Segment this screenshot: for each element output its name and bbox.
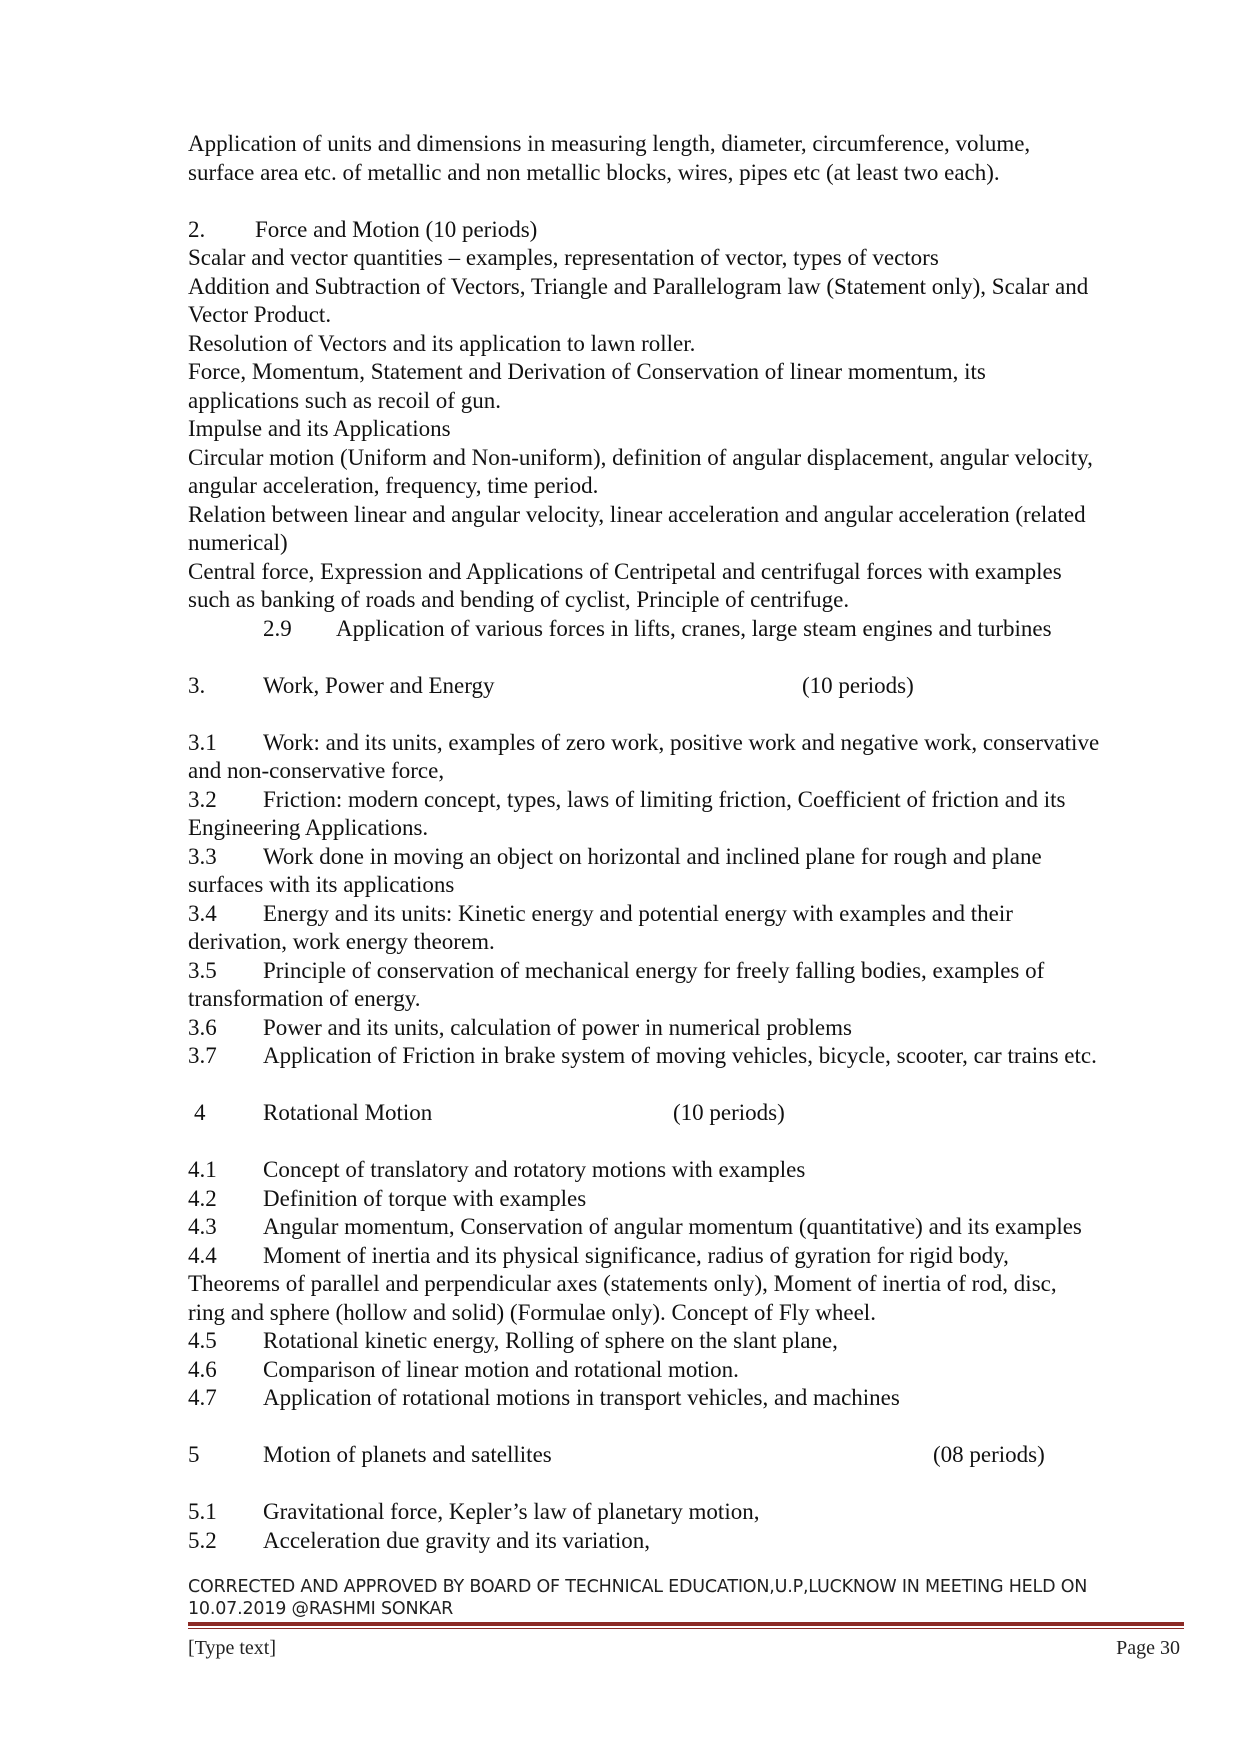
item-continuation: derivation, work energy theorem. [188,929,495,954]
section-3-title: Work, Power and Energy [263,672,495,698]
section-2-line: applications such as recoil of gun. [188,387,501,413]
section-5-heading [188,1441,1180,1470]
approval-note [188,1576,1180,1620]
intro-line-1: Application of units and dimensions in measuring length, diameter, circumference, volume, [188,131,1031,156]
section-2-line: Resolution of Vectors and its application to lawn roller. [188,330,696,356]
item-3-4 [188,900,1180,929]
section-2-line: Force, Momentum, Statement and Derivation of Conservation of linear momentum, its [188,359,986,384]
item-number: 3.5 [188,957,217,983]
section-4-heading [188,1099,1180,1128]
item-3-1 [188,729,1180,758]
footer-rule-thick [188,1622,1184,1626]
item-number: 3.4 [188,900,217,926]
section-5-number: 5 [188,1442,200,1467]
item-text: Angular momentum, Conservation of angular momentum (quantitative) and its examples [263,1214,1082,1239]
section-3-periods: (10 periods) [802,672,914,698]
item-number: 3.6 [188,1014,217,1040]
item-number: 5.1 [188,1499,217,1524]
item-4-3 [188,1213,1180,1242]
item-text: Principle of conservation of mechanical energy for freely falling bodies, examples of [263,957,1045,983]
section-2-line: Central force, Expression and Applications of Centripetal and centrifugal forces with examples [188,558,1062,584]
item-text: Comparison of linear motion and rotational motion. [263,1356,739,1382]
approval-note-line-2: 10.07.2019 @RASHMI SONKAR [188,1599,454,1619]
item-4-5 [188,1327,1180,1356]
item-text: Gravitational force, Kepler’s law of planetary motion, [263,1499,760,1524]
item-3-5 [188,957,1180,986]
document-body [188,130,1180,1555]
section-4-number: 4 [194,1100,206,1125]
item-number: 4.1 [188,1157,217,1182]
item-3-6 [188,1014,1180,1043]
item-3-3 [188,843,1180,872]
section-2-line: Impulse and its Applications [188,416,451,441]
item-number: 4.3 [188,1214,217,1239]
item-text: Power and its units, calculation of power in numerical problems [263,1014,852,1040]
section-2-heading [188,216,1180,245]
section-2-line: such as banking of roads and bending of cyclist, Principle of centrifuge. [188,587,850,612]
section-2-line: Relation between linear and angular velocity, linear acceleration and angular acceleration (related [188,501,1086,527]
item-4-6 [188,1356,1180,1385]
item-text: Rotational kinetic energy, Rolling of sphere on the slant plane, [263,1328,838,1353]
item-text: Moment of inertia and its physical significance, radius of gyration for rigid body, [263,1242,1009,1268]
item-4-7 [188,1384,1180,1413]
item-continuation: Engineering Applications. [188,815,429,840]
item-text: Friction: modern concept, types, laws of limiting friction, Coefficient of friction and its [263,786,1066,812]
item-4-4 [188,1242,1180,1271]
item-text: Energy and its units: Kinetic energy and potential energy with examples and their [263,900,1013,926]
item-number: 4.7 [188,1385,217,1410]
section-3-heading [188,672,1180,701]
section-4-title: Rotational Motion [263,1100,433,1125]
item-text: Application of rotational motions in transport vehicles, and machines [263,1385,900,1410]
item-4-1 [188,1156,1180,1185]
item-number: 2.9 [263,615,292,641]
section-2-line: numerical) [188,530,288,555]
item-number: 5.2 [188,1527,217,1553]
item-number: 3.1 [188,729,217,755]
section-5-title: Motion of planets and satellites [263,1442,552,1467]
section-2-line: angular acceleration, frequency, time period. [188,473,599,498]
section-5-periods: (08 periods) [933,1442,1045,1467]
item-continuation: Theorems of parallel and perpendicular axes (statements only), Moment of inertia of rod, disc, [188,1271,1057,1296]
item-number: 3.7 [188,1043,217,1068]
item-continuation: ring and sphere (hollow and solid) (Formulae only). Concept of Fly wheel. [188,1299,876,1325]
item-text: Definition of torque with examples [263,1185,587,1211]
item-5-2 [188,1527,1180,1556]
item-text: Work done in moving an object on horizontal and inclined plane for rough and plane [263,843,1042,869]
section-2-number: 2. [188,216,206,242]
section-2-item-2-9 [188,615,1180,644]
item-continuation: transformation of energy. [188,986,421,1011]
item-continuation: and non-conservative force, [188,758,445,783]
section-2-line: Addition and Subtraction of Vectors, Triangle and Parallelogram law (Statement only), Scalar and [188,273,1089,299]
section-3-number: 3. [188,672,206,698]
item-text: Work: and its units, examples of zero work, positive work and negative work, conservative [263,729,1100,755]
item-number: 3.3 [188,843,217,869]
item-text: Acceleration due gravity and its variation, [263,1527,651,1553]
item-number: 4.2 [188,1185,217,1211]
item-number: 4.6 [188,1356,217,1382]
page-number: Page 30 [1116,1637,1180,1659]
item-number: 3.2 [188,786,217,812]
item-number: 4.4 [188,1242,217,1268]
section-4-periods: (10 periods) [673,1100,785,1125]
item-3-2 [188,786,1180,815]
item-5-1 [188,1498,1180,1527]
item-text: Concept of translatory and rotatory motions with examples [263,1157,806,1182]
section-2-line: Scalar and vector quantities – examples, representation of vector, types of vectors [188,245,939,270]
item-3-7 [188,1042,1180,1071]
footer-rule-thin [188,1628,1184,1629]
section-2-title: Force and Motion (10 periods) [255,216,538,242]
item-4-2 [188,1185,1180,1214]
intro-line-2: surface area etc. of metallic and non metallic blocks, wires, pipes etc (at least two each). [188,159,1000,185]
item-text: Application of various forces in lifts, cranes, large steam engines and turbines [336,615,1052,641]
section-2-line: Vector Product. [188,302,332,327]
item-continuation: surfaces with its applications [188,872,455,897]
item-number: 4.5 [188,1328,217,1353]
approval-note-line-1: CORRECTED AND APPROVED BY BOARD OF TECHNICAL EDUCATION,U.P,LUCKNOW IN MEETING HELD ON [188,1577,1088,1597]
section-2-line: Circular motion (Uniform and Non-uniform), definition of angular displacement, angular velocity, [188,444,1093,470]
footer-placeholder-text: [Type text] [188,1637,277,1659]
item-text: Application of Friction in brake system of moving vehicles, bicycle, scooter, car trains etc. [263,1043,1097,1068]
